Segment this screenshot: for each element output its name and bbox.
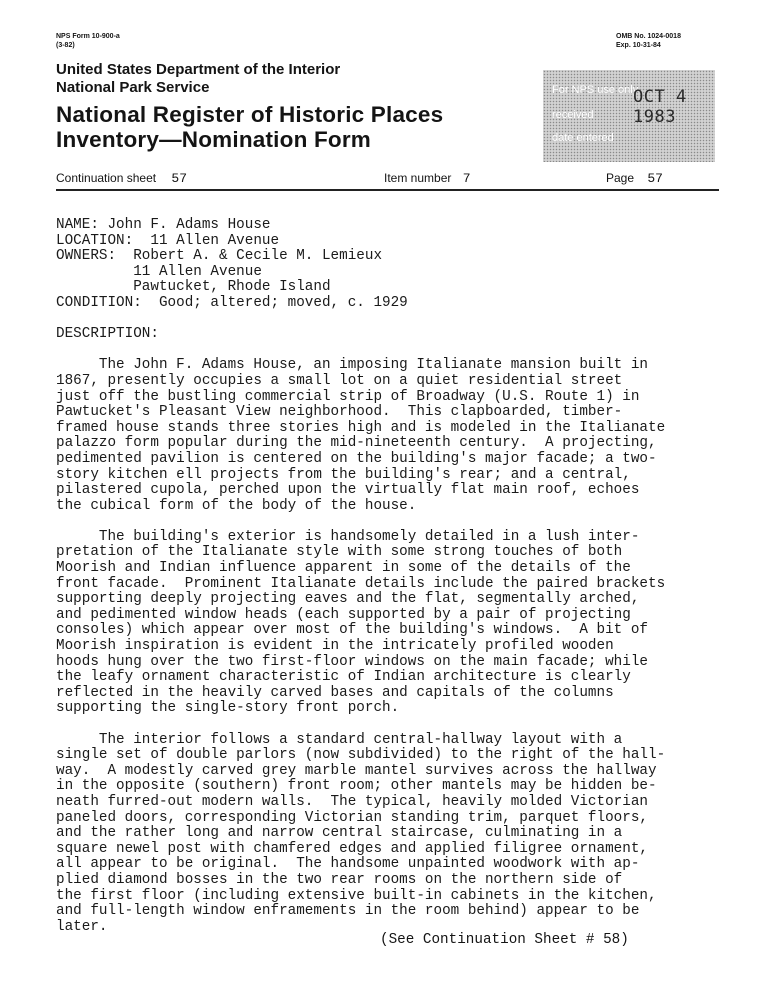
text-line: the first floor (including extensive built-in cabinets in the kitchen, — [56, 887, 657, 904]
text-line: single set of double parlors (now subdivided) to the right of the hall- — [56, 747, 666, 764]
nps-use-only-label: For NPS use only — [552, 84, 639, 96]
description-heading: DESCRIPTION: — [56, 326, 159, 343]
form-title-line-1: National Register of Historic Places — [56, 102, 444, 127]
page-value: 57 — [647, 171, 663, 186]
text-line: pedimented pavilion is centered on the building's major facade; a two- — [56, 450, 657, 467]
text-line: and pedimented window heads (each supported by a pair of projecting — [56, 606, 631, 623]
text-line: in the opposite (southern) front room; other mantels may be hidden be- — [56, 778, 657, 795]
text-line: palazzo form popular during the mid-nineteenth century. A projecting, — [56, 435, 657, 452]
page-label: Page — [606, 171, 635, 185]
agency-heading: National Park Service — [56, 79, 210, 96]
text-line: Moorish and Indian influence apparent in some of the details of the — [56, 560, 631, 577]
text-line: paneled doors, corresponding Victorian standing trim, parquet floors, — [56, 809, 648, 826]
description-paragraph-2 — [56, 530, 716, 717]
text-line: reflected in the heavily carved bases and capitals of the columns — [56, 684, 614, 701]
owners-line: OWNERS: Robert A. & Cecile M. Lemieux — [56, 248, 383, 265]
page-field — [606, 171, 663, 186]
location-line: LOCATION: 11 Allen Avenue — [56, 232, 280, 249]
form-title-line-2: Inventory—Nomination Form — [56, 127, 372, 152]
text-line: The interior follows a standard central-hallway layout with a — [56, 731, 623, 748]
nps-use-only-box — [543, 70, 715, 162]
header-divider — [56, 189, 719, 191]
spacer — [56, 312, 716, 328]
text-line: neath furred-out modern walls. The typical, heavily molded Victorian — [56, 793, 648, 810]
continuation-reference: (See Continuation Sheet # 58) — [380, 932, 629, 948]
text-line: later. — [56, 918, 108, 935]
continuation-sheet-label: Continuation sheet — [56, 171, 157, 185]
text-line: front facade. Prominent Italianate details include the paired brackets — [56, 575, 666, 592]
date-entered-label: date entered — [552, 132, 614, 144]
received-date-stamp: OCT 4 1983 — [633, 87, 687, 127]
omb-number — [616, 32, 681, 50]
text-line: supporting the single-story front porch. — [56, 700, 400, 717]
text-line: all appear to be original. The handsome unpainted woodwork with ap- — [56, 856, 640, 873]
owners-city-line: Pawtucket, Rhode Island — [56, 279, 331, 296]
description-paragraph-1 — [56, 358, 716, 514]
text-line: and full-length window enframements in the room behind) appear to be — [56, 903, 640, 920]
owners-address-line: 11 Allen Avenue — [56, 263, 262, 280]
description-paragraph-3 — [56, 733, 716, 936]
nomination-body — [56, 218, 716, 935]
item-number-label: Item number — [384, 171, 452, 185]
item-number-field — [384, 171, 471, 186]
text-line: 1867, presently occupies a small lot on a quiet residential street — [56, 372, 623, 389]
text-line: pilastered cupola, perched upon the virtually flat main roof, echoes — [56, 482, 640, 499]
text-line: pretation of the Italianate style with some strong touches of both — [56, 544, 623, 561]
text-line: way. A modestly carved grey marble mantel survives across the hallway — [56, 762, 657, 779]
continuation-sheet-value: 57 — [171, 171, 188, 186]
text-line: Moorish inspiration is evident in the intricately profiled wooden — [56, 638, 614, 655]
continuation-sheet-field — [56, 171, 187, 186]
text-line: The building's exterior is handsomely detailed in a lush inter- — [56, 528, 640, 545]
received-label: received — [552, 109, 594, 121]
condition-line: CONDITION: Good; altered; moved, c. 1929 — [56, 294, 408, 311]
text-line: Pawtucket's Pleasant View neighborhood. This clapboarded, timber- — [56, 404, 623, 421]
department-heading: United States Department of the Interior — [56, 61, 341, 78]
text-line: hoods hung over the two first-floor windows on the main facade; while — [56, 653, 648, 670]
form-number-line: NPS Form 10-900-a — [56, 33, 120, 40]
name-line: NAME: John F. Adams House — [56, 217, 271, 233]
item-number-value: 7 — [462, 171, 471, 186]
text-line: the cubical form of the body of the house. — [56, 497, 417, 514]
omb-number-line: OMB No. 1024-0018 — [616, 33, 681, 40]
text-line: consoles) which appear over most of the building's windows. A bit of — [56, 622, 648, 639]
text-line: The John F. Adams House, an imposing Italianate mansion built in — [56, 357, 648, 374]
text-line: story kitchen ell projects from the building's rear; and a central, — [56, 466, 631, 483]
text-line: plied diamond bosses in the two rear rooms on the northern side of — [56, 871, 623, 888]
text-line: square newel post with chamfered edges and applied filigree ornament, — [56, 840, 648, 857]
text-line: and the rather long and narrow central staircase, culminating in a — [56, 825, 623, 842]
omb-expiry-line: Exp. 10-31-84 — [616, 42, 661, 49]
text-line: the leafy ornament characteristic of Indian architecture is clearly — [56, 669, 631, 686]
form-revision-line: (3-82) — [56, 42, 75, 49]
form-number — [56, 32, 120, 50]
text-line: just off the bustling commercial strip of Broadway (U.S. Route 1) in — [56, 388, 640, 405]
text-line: supporting deeply projecting eaves and the flat, segmentally arched, — [56, 591, 640, 608]
text-line: framed house stands three stories high and is modeled in the Italianate — [56, 419, 666, 436]
